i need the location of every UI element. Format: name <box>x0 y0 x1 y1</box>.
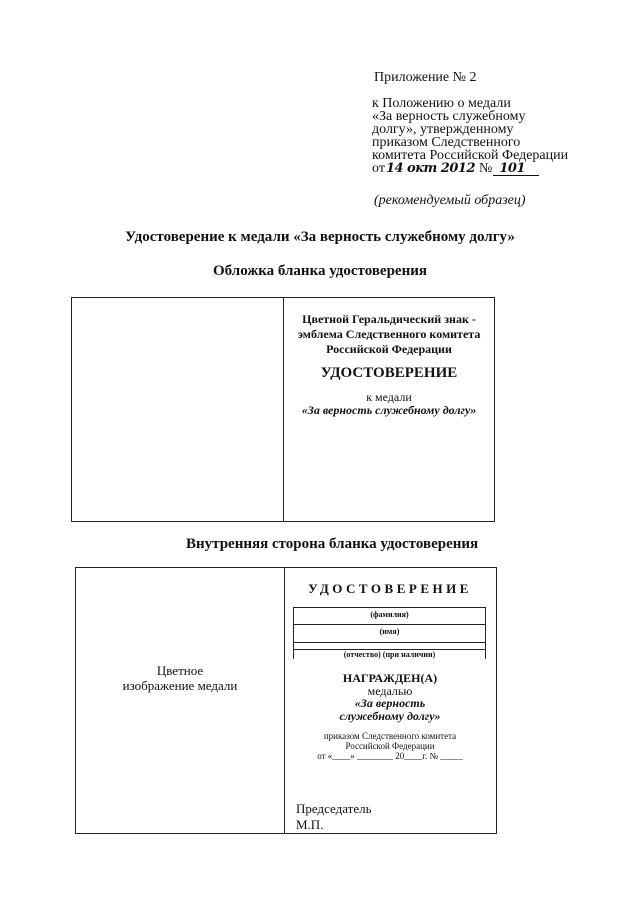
inner-heading: Внутренняя сторона бланка удостоверения <box>186 536 479 552</box>
appendix-line: комитета Российской Федерации <box>372 148 569 163</box>
medal-image-placeholder <box>76 663 284 693</box>
medal-word: медалью <box>367 684 413 698</box>
chairman-label: Председатель <box>296 801 372 816</box>
medal-image-line: изображение медали <box>122 678 238 693</box>
cover-emblem-text <box>284 312 494 357</box>
inner-medal-name <box>285 697 495 723</box>
sign-number-label: № <box>479 161 493 176</box>
name-fields-table <box>293 607 486 659</box>
order-line: приказом Следственного комитета <box>323 731 457 741</box>
order-line: Российской Федерации <box>345 741 435 751</box>
medal-name-line: «За верность <box>354 696 426 710</box>
cover-to-medal: к медали <box>366 390 412 404</box>
order-date-line: от «____» ________ 20____г. № _____ <box>317 751 463 761</box>
appendix-line: к Положению о медали <box>372 96 511 111</box>
medal-image-line: Цветное <box>156 663 204 678</box>
awarded-label: НАГРАЖДЕН(А) <box>342 671 438 685</box>
surname-field-label: (фамилия) <box>370 610 409 619</box>
inner-certificate-title: УДОСТОВЕРЕНИЕ <box>308 581 472 596</box>
stamp-place-label: М.П. <box>296 817 324 832</box>
field-separator <box>294 642 485 643</box>
emblem-line: эмблема Следственного комитета <box>297 327 481 341</box>
handwritten-number: 101 <box>493 162 539 176</box>
patronymic-field-label: (отчество) (при наличии) <box>294 651 485 659</box>
main-heading: Удостоверение к медали «За верность служебному долгу» <box>125 229 515 245</box>
cover-medal-name: «За верность служебному долгу» <box>301 403 477 417</box>
signature-row <box>372 162 539 176</box>
emblem-line: Цветной Геральдический знак - <box>302 312 476 326</box>
appendix-line: «За верность служебному <box>372 109 526 124</box>
cover-certificate-title: УДОСТОВЕРЕНИЕ <box>320 365 458 381</box>
medal-name-line: служебному долгу» <box>339 709 441 723</box>
appendix-line: приказом Следственного <box>372 135 521 150</box>
handwritten-date: 14 окт 2012 <box>385 161 475 176</box>
given-name-field-label: (имя) <box>379 627 400 636</box>
cover-heading: Обложка бланка удостоверения <box>213 263 427 279</box>
field-separator <box>294 624 485 625</box>
recommended-sample: (рекомендуемый образец) <box>374 193 526 208</box>
appendix-line: долгу», утвержденному <box>372 122 514 137</box>
appendix-title: Приложение № 2 <box>374 70 477 85</box>
emblem-line: Российской Федерации <box>326 342 452 356</box>
sign-prefix: от <box>372 161 385 176</box>
